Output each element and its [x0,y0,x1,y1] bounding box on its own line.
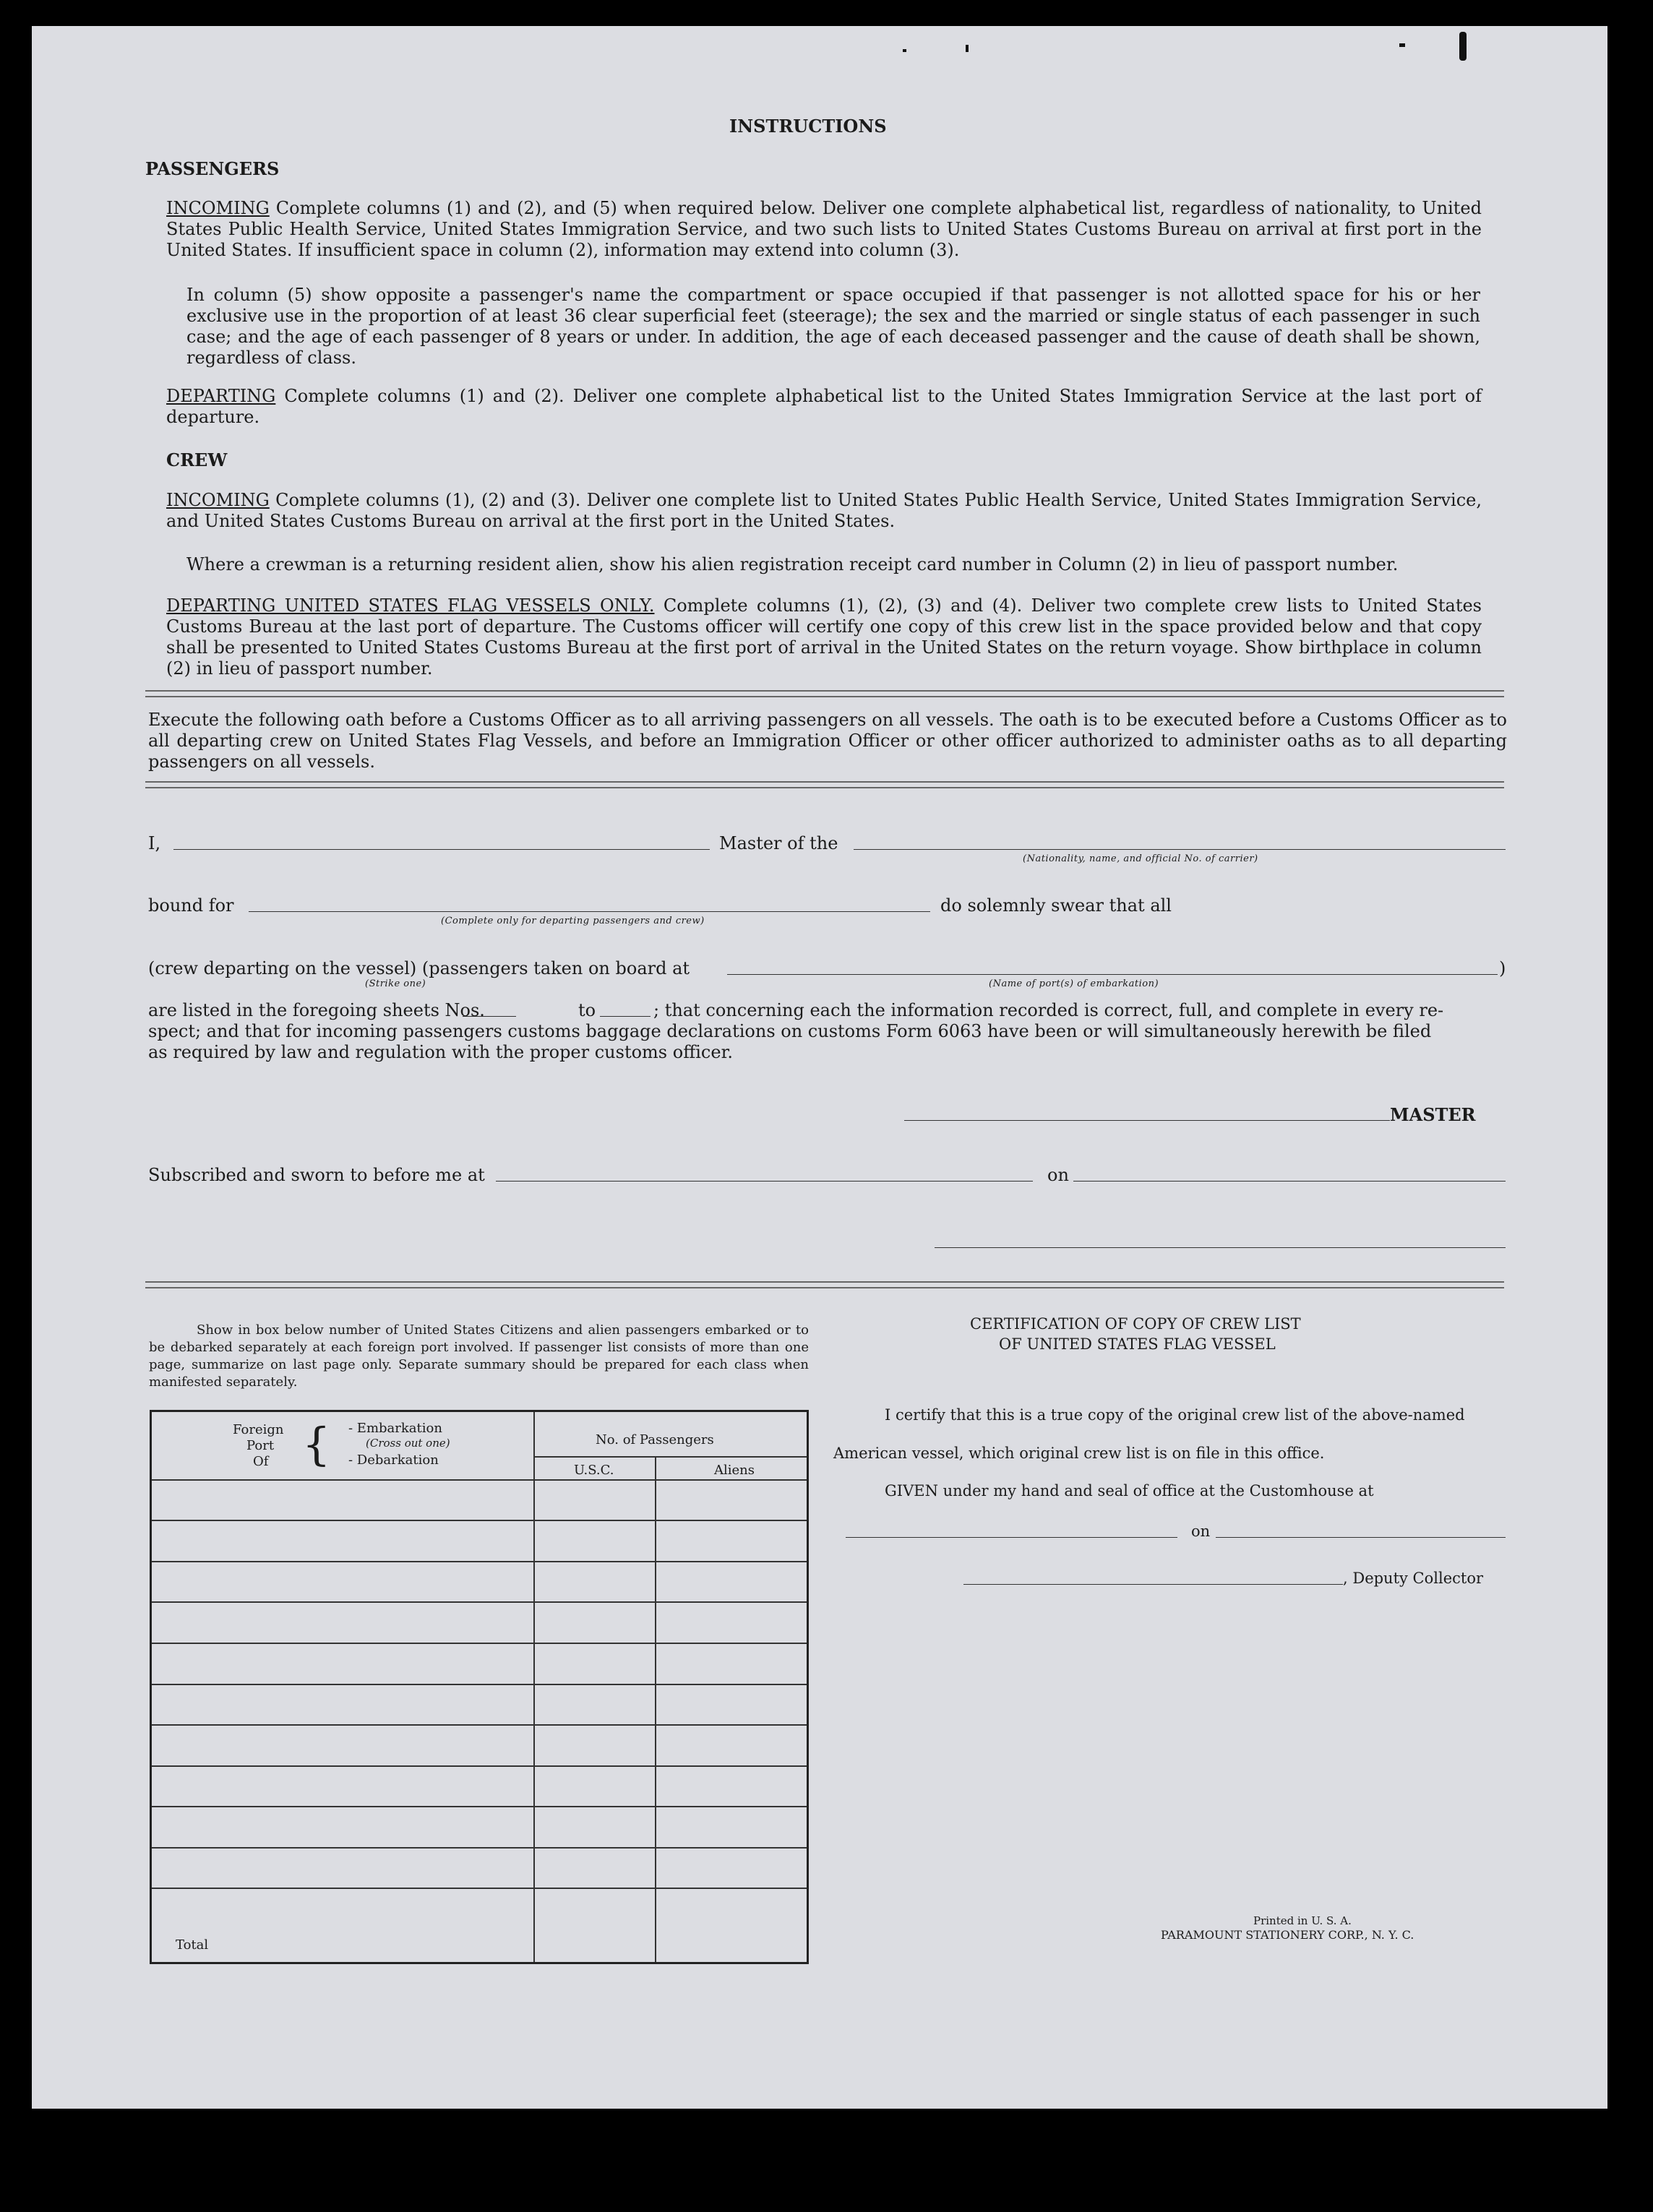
no-of-passengers-label: No. of Passengers [596,1432,714,1447]
certification-date-field[interactable] [1216,1537,1506,1538]
divider [145,781,1504,788]
master-of-the: Master of the [719,833,838,853]
customhouse-field[interactable] [846,1537,1177,1538]
scan-speck [1459,32,1467,61]
crew-heading: CREW [166,449,228,470]
table-divider [152,1847,807,1849]
crew-departing-label: DEPARTING UNITED STATES FLAG VESSELS ONLY. [166,595,655,616]
incoming-text: Complete columns (1) and (2), and (5) when required below. Deliver one complete alphabetical list, regardless of nationality, to United States Public Health Service, United States Immigration Service, and two such lists to United States Customs Bureau on arrival at first port in the United States. If insufficient space in column (2), information may extend into column (3). [166,198,1482,260]
carrier-hint: (Nationality, name, and official No. of carrier) [1023,853,1258,864]
aliens-label: Aliens [714,1463,755,1478]
sheet-from-field[interactable] [463,1016,516,1017]
sheet-to-field[interactable] [600,1016,651,1017]
passengers-heading: PASSENGERS [145,158,280,179]
crew-incoming-paragraph [166,490,1482,532]
usc-label: U.S.C. [574,1463,614,1478]
passenger-summary-table [150,1410,809,1964]
table-divider [152,1643,807,1644]
brace-icon: { [302,1418,331,1471]
foreign-label: Foreign [233,1422,284,1437]
certify-line-2: American vessel, which original crew list is on file in this office. [833,1445,1325,1462]
certification-heading-1: CERTIFICATION OF COPY OF CREW LIST [970,1315,1301,1333]
master-label: MASTER [1390,1104,1476,1125]
oath-i: I, [148,833,161,853]
scan-speck [1399,43,1405,47]
swear-text: do solemnly swear that all [940,895,1172,916]
bound-for: bound for [148,895,234,916]
crew-passengers-text: (crew departing on the vessel) (passengers taken on board at [148,958,690,978]
master-name-field[interactable] [173,849,710,850]
table-divider [152,1888,807,1889]
table-divider [152,1724,807,1726]
page-title: INSTRUCTIONS [729,116,887,137]
table-divider [152,1684,807,1685]
given-text: GIVEN under my hand and seal of office at the Customhouse at [885,1482,1374,1499]
port-hint: (Name of port(s) of embarkation) [989,978,1159,989]
table-divider [152,1561,807,1562]
crew-departing-paragraph [166,595,1482,679]
table-divider [152,1765,807,1767]
table-divider [533,1456,807,1458]
deputy-collector-label: , Deputy Collector [1343,1570,1484,1587]
passengers-departing-paragraph [166,386,1482,428]
divider [145,1281,1504,1288]
printer-line-2: PARAMOUNT STATIONERY CORP., N. Y. C. [1161,1928,1414,1942]
subscribed-place-field[interactable] [496,1181,1033,1182]
strike-hint: (Strike one) [365,978,426,989]
printer-line-1: Printed in U. S. A. [1253,1914,1352,1927]
scan-speck [966,45,969,52]
divider [145,690,1504,697]
summary-instruction: Show in box below number of United States Citizens and alien passengers embarked or to be debarked separately at each foreign port involved. If passenger list consists of more than one page, summarize on last page only. Separate summary should be prepared for each class when manifested separately. [149,1322,809,1390]
listed-line2: spect; and that for incoming passengers customs baggage declarations on customs Form 6063 have been or will simultaneously herewith be filed [148,1021,1432,1041]
oath-instruction: Execute the following oath before a Customs Officer as to all arriving passengers on all vessels. The oath is to be executed before a Customs Officer as to all departing crew on United States Flag Vessels, and before an Immigration Officer or other officer authorized to administer oaths as to all departing passengers on all vessels. [148,710,1507,772]
embarkation-label: - Embarkation [348,1421,442,1436]
crew-departing-text: Complete columns (1), (2), (3) and (4). Deliver two complete crew lists to United States Customs Bureau at the last port of departure. The Customs officer will certify one copy of this crew list in the space provided below and that copy shall be presented to United States Customs Bureau at the first port of arrival in the United States on the return voyage. Show birthplace in column (2) in lieu of passport number. [166,595,1482,679]
table-divider [152,1806,807,1807]
certification-heading-2: OF UNITED STATES FLAG VESSEL [999,1335,1276,1353]
debarkation-label: - Debarkation [348,1453,439,1468]
port-label: Port [246,1438,275,1453]
crew-resident-text: Where a crewman is a returning resident alien, show his alien registration receipt card number in Column (2) in lieu of passport number. [186,554,1399,574]
table-divider [655,1456,656,1962]
certify-line-1: I certify that this is a true copy of the original crew list of the above-named [885,1406,1465,1424]
deputy-signature-field[interactable] [963,1584,1343,1585]
subscribed-text: Subscribed and sworn to before me at [148,1165,485,1185]
officer-signature-field[interactable] [935,1247,1506,1248]
cross-out-label: (Cross out one) [366,1437,450,1450]
total-label: Total [176,1937,209,1953]
table-divider [152,1520,807,1521]
departing-label: DEPARTING [166,386,276,406]
listed-b: ; that concerning each the information recorded is correct, full, and complete in every re- [653,1000,1444,1020]
certification-on: on [1191,1523,1211,1540]
subscribed-on: on [1047,1165,1069,1185]
listed-line3: as required by law and regulation with the proper customs officer. [148,1042,734,1062]
master-signature-field[interactable] [904,1120,1390,1121]
column5-paragraph: In column (5) show opposite a passenger's name the compartment or space occupied if that passenger is not allotted space for his or her exclusive use in the proportion of at least 36 clear superficial feet (steerage); the sex and the married or single status of each passenger in such case; and the age of each passenger of 8 years or under. In addition, the age of each deceased passenger and the cause of death shall be shown, regardless of class. [186,285,1480,368]
listed-to: to [578,1000,596,1020]
subscribed-date-field[interactable] [1073,1181,1506,1182]
passengers-incoming-paragraph [166,198,1482,261]
departing-text: Complete columns (1) and (2). Deliver one complete alphabetical list to the United States Immigration Service at the last port of departure. [166,386,1482,427]
table-divider [152,1601,807,1603]
table-divider [533,1412,535,1962]
bound-for-field[interactable] [249,911,930,912]
close-paren: ) [1499,958,1506,978]
crew-incoming-label: INCOMING [166,490,270,510]
form-page [32,26,1607,2109]
crew-incoming-text: Complete columns (1), (2) and (3). Deliver one complete list to United States Public Health Service, United States Immigration Service, and United States Customs Bureau on arrival at the first port in the United States. [166,490,1482,531]
table-divider [152,1479,807,1481]
embarkation-port-field[interactable] [727,974,1498,975]
of-label: Of [253,1454,269,1469]
scan-speck [903,49,906,52]
carrier-field[interactable] [854,849,1506,850]
bound-hint: (Complete only for departing passengers and crew) [441,916,705,926]
incoming-label: INCOMING [166,198,270,218]
listed-a: are listed in the foregoing sheets Nos. [148,1000,485,1020]
